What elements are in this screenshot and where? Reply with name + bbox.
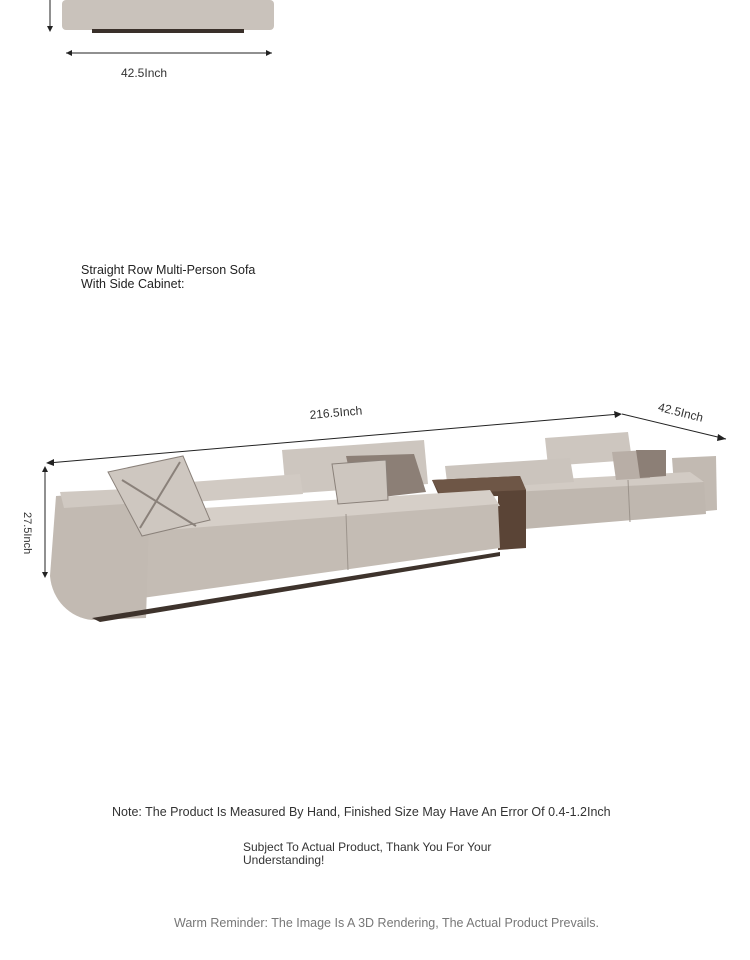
section-title bbox=[81, 263, 321, 291]
width-arrow-left bbox=[46, 459, 54, 466]
subject-note-line-1: Subject To Actual Product, Thank You For Your bbox=[243, 840, 492, 854]
sofa-width-label: 216.5Inch bbox=[309, 403, 363, 422]
top-sofa-height-arrow bbox=[47, 26, 53, 32]
main-sofa-image bbox=[0, 380, 750, 640]
warm-reminder: Warm Reminder: The Image Is A 3D Rendering, The Actual Product Prevails. bbox=[174, 916, 599, 930]
top-sofa-base bbox=[92, 29, 244, 33]
height-arrow-bottom bbox=[42, 572, 48, 578]
width-arrow-right bbox=[614, 411, 622, 418]
subject-note-line-2: Understanding! bbox=[243, 853, 325, 867]
top-sofa-depth-arrow-right bbox=[266, 50, 272, 56]
sofa-depth-label: 42.5Inch bbox=[656, 400, 705, 425]
pillow-center-light bbox=[332, 460, 388, 504]
depth-arrow-right bbox=[717, 434, 726, 441]
measurement-note: Note: The Product Is Measured By Hand, Finished Size May Have An Error Of 0.4-1.2Inch bbox=[112, 805, 611, 819]
sofa-height-label: 27.5Inch bbox=[21, 512, 33, 555]
top-sofa-image bbox=[0, 0, 320, 100]
top-sofa-body bbox=[62, 0, 274, 30]
top-sofa-depth-arrow-left bbox=[66, 50, 72, 56]
sofa-left-headrest bbox=[190, 474, 303, 502]
section-title-line-2: With Side Cabinet: bbox=[81, 277, 185, 291]
subject-note bbox=[243, 841, 523, 867]
height-arrow-top bbox=[42, 466, 48, 472]
top-sofa-depth-label: 42.5Inch bbox=[121, 66, 168, 80]
pillow-right-b bbox=[636, 450, 666, 478]
section-title-line-1: Straight Row Multi-Person Sofa bbox=[81, 263, 256, 277]
